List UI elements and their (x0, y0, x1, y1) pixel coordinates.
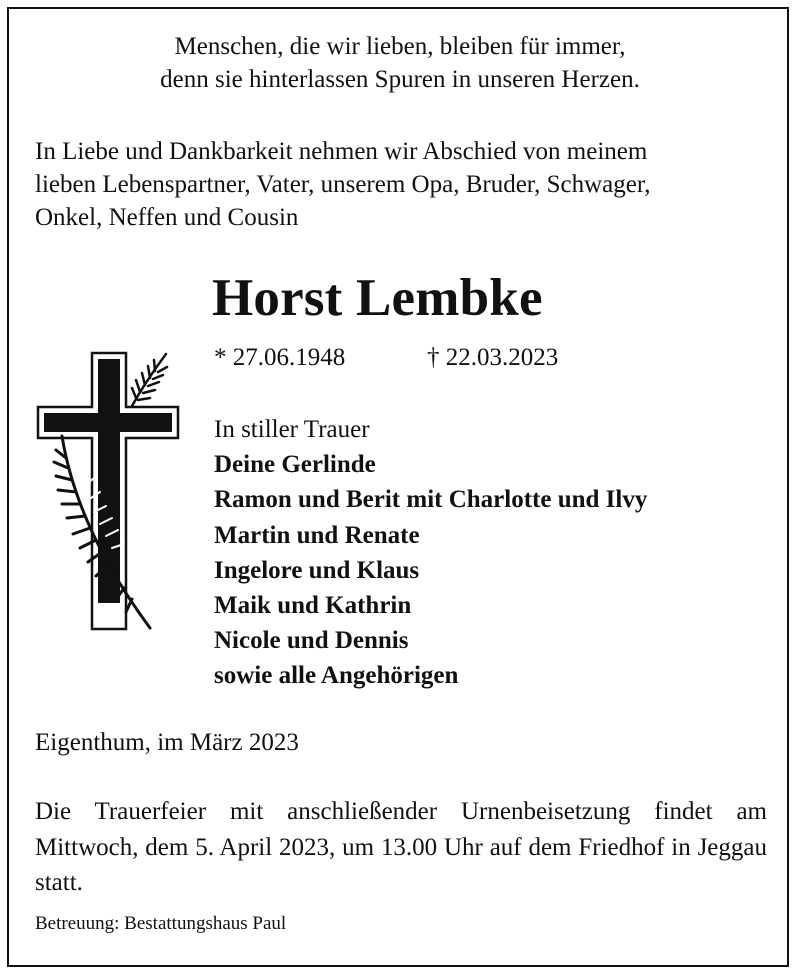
mourner-name: sowie alle Angehörigen (214, 662, 459, 690)
mourner-name: Maik und Kathrin (214, 592, 412, 620)
mourner-name: Ingelore und Klaus (214, 556, 420, 584)
intro-line: In Liebe und Dankbarkeit nehmen wir Abschied von meinem (35, 138, 648, 165)
funeral-home-credit: Betreuung: Bestattungshaus Paul (35, 913, 287, 934)
farewell-intro (35, 135, 775, 234)
mourners-list (214, 412, 647, 694)
intro-line: Onkel, Neffen und Cousin (35, 204, 299, 231)
deceased-name: Horst Lembke (212, 269, 543, 327)
funeral-service-info (35, 794, 767, 901)
intro-line: lieben Lebenspartner, Vater, unserem Opa, Bruder, Schwager, (35, 171, 651, 198)
mourner-name: Nicole und Dennis (214, 627, 409, 655)
service-line: Friedhof in Jeggau statt. (35, 833, 767, 896)
service-line: Die Trauerfeier mit anschließender Urnenbeisetzung findet (35, 798, 713, 825)
mourner-name: Deine Gerlinde (214, 451, 376, 479)
service-line: am Mittwoch, dem 5. April 2023, um 13.00 Uhr auf dem (35, 798, 767, 861)
quote-line: Menschen, die wir lieben, bleiben für immer, (174, 33, 626, 60)
mourning-heading: In stiller Trauer (214, 416, 370, 443)
mourner-name: Ramon und Berit mit Charlotte und Ilvy (214, 486, 648, 514)
place-and-date: Eigenthum, im März 2023 (35, 729, 299, 756)
cross-with-palm-branch-icon (32, 348, 182, 633)
birth-date: * 27.06.1948 (214, 344, 346, 371)
mourner-name: Martin und Renate (214, 521, 420, 549)
death-date: † 22.03.2023 (427, 344, 559, 371)
memorial-quote (0, 30, 800, 96)
quote-line: denn sie hinterlassen Spuren in unseren Herzen. (160, 66, 640, 93)
